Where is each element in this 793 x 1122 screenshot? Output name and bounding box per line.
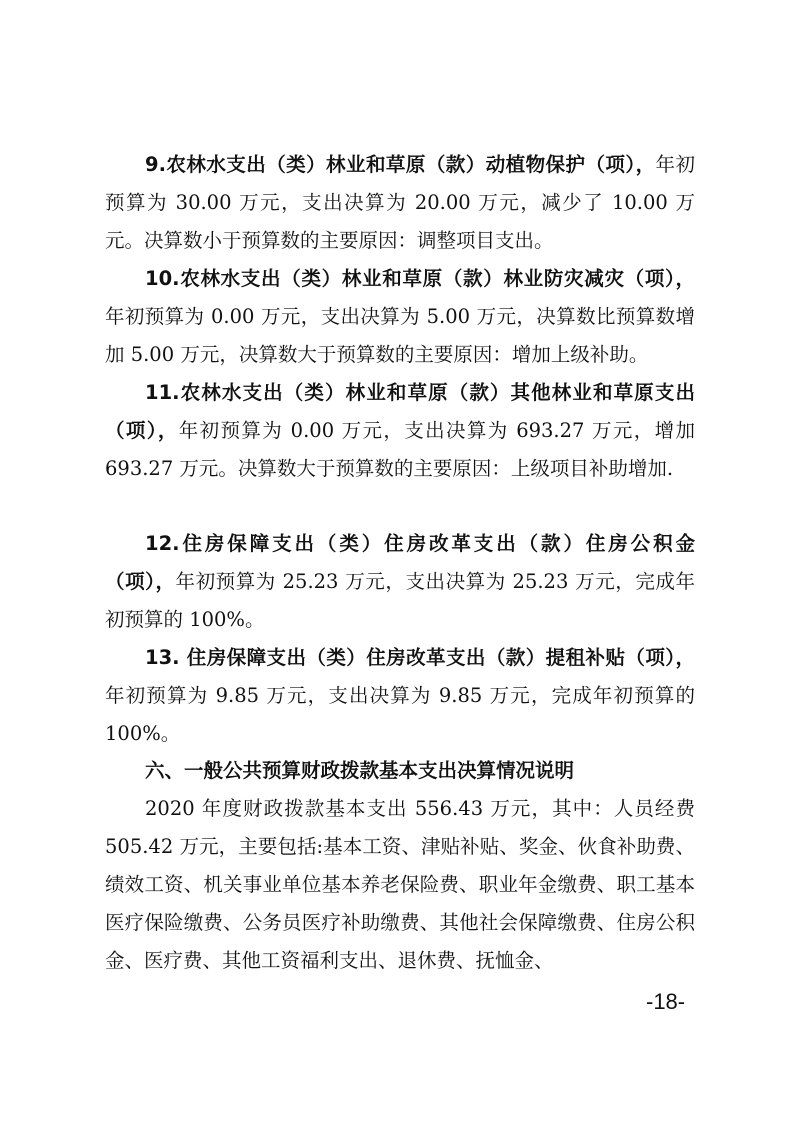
paragraph-item-11 [105,374,695,488]
paragraph-item-12 [105,525,695,639]
section-heading: 六、一般公共预算财政拨款基本支出决算情况说明 [145,759,575,782]
item-12-title: 12.住房保障支出（类）住房改革支出（款）住房公积金（项）， [105,532,695,593]
item-13-text: 年初预算为 9.85 万元，支出决算为 9.85 万元，完成年初预算的 100%。 [105,684,695,745]
page-number: -18- [646,989,686,1014]
item-13-title: 13. 住房保障支出（类）住房改革支出（款）提租补贴（项）， [145,646,695,669]
item-11-text: 年初预算为 0.00 万元，支出决算为 693.27 万元，增加 693.27 万元。决算数大于预算数的主要原因：上级项目补助增加. [105,419,695,480]
paragraph-item-9 [105,146,695,260]
item-10-title: 10.农林水支出（类）林业和草原（款）林业防灾减灾（项）， [145,267,695,290]
paragraph-item-13 [105,639,695,753]
item-12-text: 年初预算为 25.23 万元，支出决算为 25.23 万元，完成年初预算的 100%。 [105,570,695,631]
paragraph-item-10 [105,260,695,374]
item-11-title: 11.农林水支出（类）林业和草原（款）其他林业和草原支出（项）， [105,381,695,442]
section-body-paragraph: 2020 年度财政拨款基本支出 556.43 万元，其中：人员经费 505.42 万元，主要包括:基本工资、津贴补贴、奖金、伙食补助费、绩效工资、机关事业单位基本养老保险费、职业年金缴费、职工基本医疗保险缴费、公务员医疗补助缴费、其他社会保障缴费、住房公积金、医疗费、其他工资福利支出、退休费、抚恤金、 [105,797,695,972]
item-9-title: 9.农林水支出（类）林业和草原（款）动植物保护（项）， [145,153,656,176]
item-9-text: 年初预算为 30.00 万元，支出决算为 20.00 万元，减少了 10.00 万元。决算数小于预算数的主要原因：调整项目支出。 [105,153,695,252]
item-10-text: 年初预算为 0.00 万元，支出决算为 5.00 万元，决算数比预算数增加 5.00 万元，决算数大于预算数的主要原因：增加上级补助。 [105,305,695,366]
